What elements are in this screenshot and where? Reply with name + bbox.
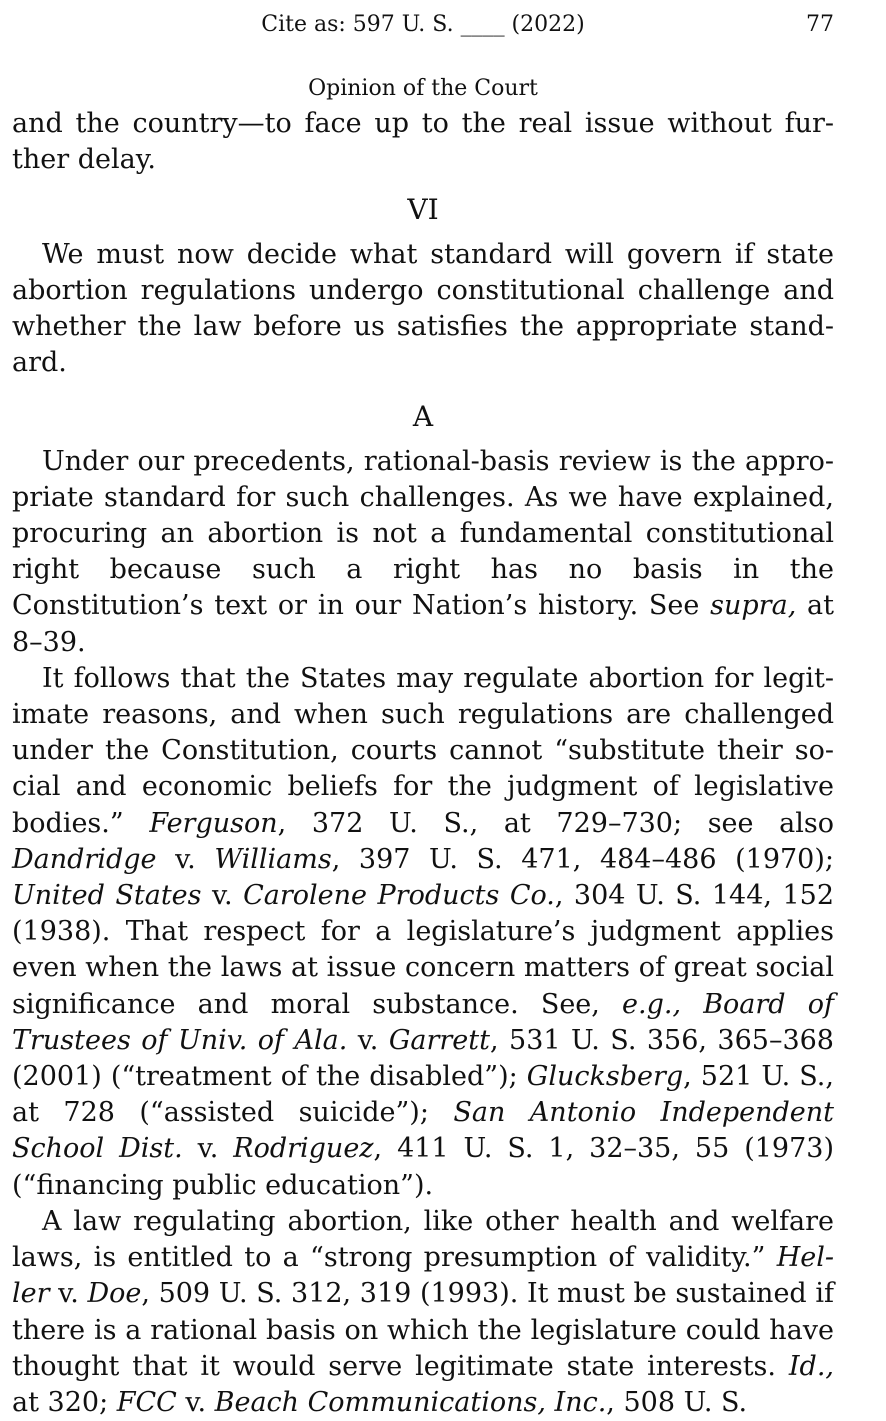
- section-heading-vi: VI: [407, 193, 439, 227]
- text-run: , 521 U. S., at 728 (“assisted suicide”);: [12, 1061, 834, 1129]
- case-citation: Beach Communications, Inc.: [214, 1386, 607, 1418]
- text-run: , 509 U. S. 312, 319 (1993). It must be sustained if there is a rational basis on which the legislature could have thought that it would serve legitimate state interests.: [12, 1278, 834, 1382]
- text-run: , 397 U. S. 471, 484–486 (1970);: [331, 843, 834, 875]
- case-citation: Carolene Products Co.: [243, 880, 555, 912]
- case-citation: Glucksberg: [526, 1061, 684, 1093]
- document-body: [12, 106, 834, 1421]
- case-citation: Williams: [214, 843, 332, 875]
- text-run: , 372 U. S., at 729–730; see also: [277, 807, 834, 839]
- text-run: v.: [176, 1386, 215, 1418]
- text-run: , 411 U. S. 1, 32–35, 55 (1973) (“financing public education”).: [12, 1133, 834, 1201]
- case-citation: United States: [12, 880, 202, 912]
- paragraph-rational-basis: [12, 444, 834, 661]
- case-citation: San Antonio Independent School Dist.: [12, 1097, 834, 1165]
- text-run: v.: [201, 880, 244, 912]
- text-run: at 320;: [12, 1386, 117, 1418]
- case-citation: Id.,: [788, 1350, 834, 1382]
- section-vi-paragraph: We must now decide what standard will govern if state abortion regulations undergo constitutional challenge and whether the law before us satisfies the appropriate standard.: [12, 238, 834, 379]
- text-run: v.: [347, 1024, 389, 1056]
- text-run: , 508 U. S.: [606, 1386, 748, 1418]
- case-citation: FCC: [116, 1386, 177, 1418]
- case-citation: Dandridge: [12, 843, 157, 875]
- case-citation: e.g., Board of Trustees of Univ. of Ala.: [12, 988, 834, 1056]
- text-run: , 531 U. S. 356, 365–368 (2001) (“treatment of the disabled”);: [12, 1024, 834, 1093]
- text-run: v.: [156, 843, 215, 875]
- text-run: at 8–39.: [12, 590, 834, 658]
- text-run: It follows that the States may regulate abortion for legitimate reasons, and when such regulations are challenged under the Constitution, courts cannot “substitute their social and economic beliefs for the judgment of legislative bodies.”: [12, 662, 834, 839]
- text-run: , 304 U. S. 144, 152 (1938). That respect for a legislature’s judgment applies even when the laws at issue concern matters of great social significance and moral substance. See,: [12, 880, 834, 1020]
- continuation-paragraph: and the country—to face up to the real issue without further delay.: [12, 108, 834, 176]
- case-citation: Garrett: [388, 1024, 490, 1056]
- text-run: Under our precedents, rational-basis review is the appropriate standard for such challenges. As we have explained, procuring an abortion is not a fundamental constitutional right because such a right has no basis in the Constitution’s text or in our Nation’s history. See: [12, 445, 834, 622]
- citation-header: Cite as: 597 U. S. ____ (2022): [261, 12, 585, 37]
- paragraph-states-may-regulate: [12, 661, 834, 1204]
- page-number: 77: [806, 12, 834, 37]
- text-run: v.: [49, 1278, 88, 1310]
- case-citation: Ferguson: [149, 807, 278, 839]
- text-run: v.: [182, 1133, 234, 1165]
- case-citation: Heller: [12, 1242, 834, 1310]
- opinion-label: Opinion of the Court: [308, 76, 538, 101]
- running-header: [12, 0, 834, 44]
- section-heading-a: A: [412, 400, 434, 434]
- case-citation: supra,: [710, 590, 797, 622]
- paragraph-presumption-validity: [12, 1204, 834, 1421]
- document-page: [12, 0, 834, 1421]
- case-citation: Doe: [87, 1278, 142, 1310]
- case-citation: Rodriguez: [233, 1133, 374, 1165]
- text-run: A law regulating abortion, like other health and welfare laws, is entitled to a “strong presumption of validity.”: [12, 1205, 834, 1274]
